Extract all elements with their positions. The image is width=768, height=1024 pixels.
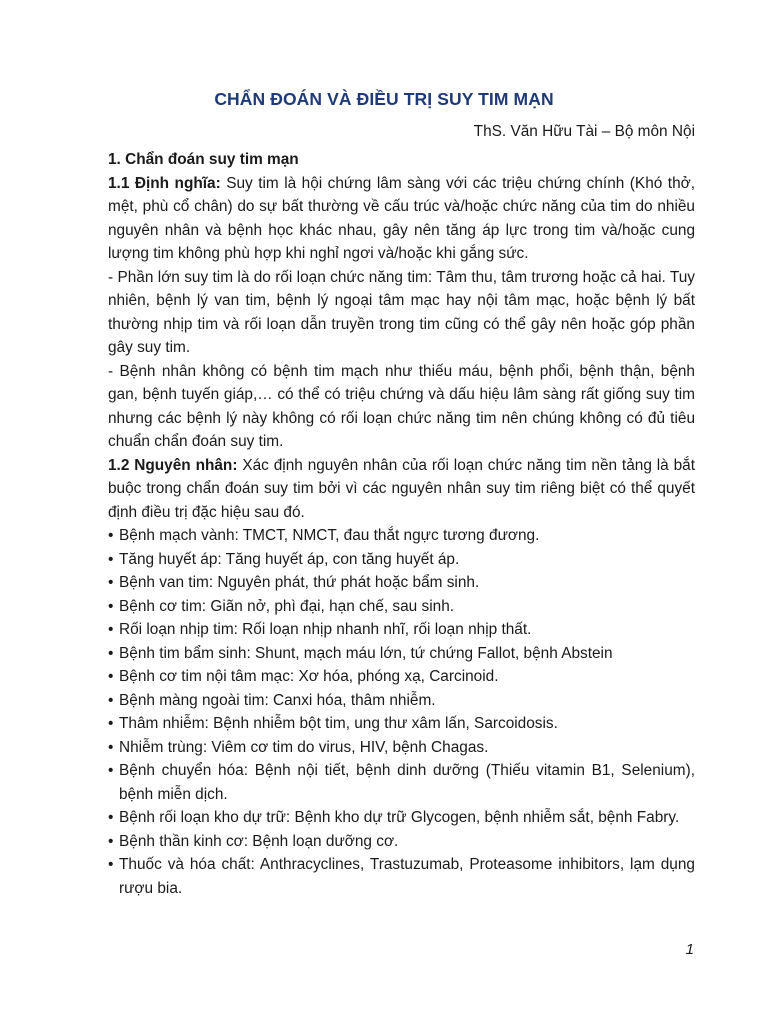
list-item-text: Bệnh rối loạn kho dự trữ: Bệnh kho dự trữ Glycogen, bệnh nhiễm sắt, bệnh Fabry.	[119, 809, 680, 826]
list-item	[108, 806, 695, 830]
list-item	[108, 712, 695, 736]
list-item	[108, 642, 695, 666]
document-body	[108, 148, 695, 900]
list-item	[108, 571, 695, 595]
section-heading: 1. Chẩn đoán suy tim mạn	[108, 151, 299, 168]
bullet-icon: •	[108, 597, 114, 615]
list-item	[108, 524, 695, 548]
list-item	[108, 853, 695, 900]
list-item-text: Bệnh cơ tim nội tâm mạc: Xơ hóa, phóng xạ, Carcinoid.	[119, 668, 499, 685]
list-item-text: Bệnh cơ tim: Giãn nở, phì đại, hạn chế, sau sinh.	[119, 597, 455, 615]
list-item	[108, 736, 695, 760]
list-item-text: Bệnh màng ngoài tim: Canxi hóa, thâm nhiễm.	[119, 691, 436, 709]
list-item	[108, 548, 695, 572]
list-item-text: Bệnh tim bẩm sinh: Shunt, mạch máu lớn, tứ chứng Fallot, bệnh Abstein	[119, 644, 613, 662]
list-item-text: Thuốc và hóa chất: Anthracyclines, Trastuzumab, Proteasome inhibitors, lạm dụng rượu bia.	[119, 856, 695, 897]
cause-text: Xác định nguyên nhân của rối loạn chức năng tim nền tảng là bắt buộc trong chẩn đoán suy tim bởi vì các nguyên nhân suy tim riêng biệt có thể quyết định điều trị đặc hiệu sau đó.	[108, 456, 695, 521]
list-item-text: Bệnh van tim: Nguyên phát, thứ phát hoặc bẩm sinh.	[119, 574, 480, 591]
list-item	[108, 595, 695, 619]
bullet-icon: •	[108, 644, 114, 662]
bullet-icon: •	[108, 856, 114, 873]
list-item-text: Bệnh chuyển hóa: Bệnh nội tiết, bệnh dinh dưỡng (Thiếu vitamin B1, Selenium), bệnh miễn dịch.	[119, 762, 695, 803]
list-item-text: Bệnh mạch vành: TMCT, NMCT, đau thắt ngực tương đương.	[119, 527, 540, 544]
bullet-icon: •	[108, 715, 114, 732]
list-item	[108, 665, 695, 689]
list-item-text: Thâm nhiễm: Bệnh nhiễm bột tim, ung thư xâm lấn, Sarcoidosis.	[119, 715, 558, 732]
definition-label: 1.1 Định nghĩa:	[108, 174, 221, 192]
paragraph-dysfunction: - Phần lớn suy tim là do rối loạn chức năng tim: Tâm thu, tâm trương hoặc cả hai. Tuy nhiên, bệnh lý van tim, bệnh lý ngoại tâm mạc hay nội tâm mạc, hoặc bệnh lý bất thường nhịp tim và rối loạn dẫn truyền trong tim cũng có thể gây nên hoặc góp phần gây suy tim.	[108, 268, 695, 356]
cause-list	[108, 524, 695, 900]
list-item	[108, 618, 695, 642]
paragraph-non-cardiac: - Bệnh nhân không có bệnh tim mạch như thiếu máu, bệnh phổi, bệnh thận, bệnh gan, bệnh tuyến giáp,… có thể có triệu chứng và dấu hiệu lâm sàng rất giống suy tim nhưng các bệnh lý này không có rối loạn chức năng tim nên chúng không có đủ tiêu chuẩn chẩn đoán suy tim.	[108, 362, 695, 450]
bullet-icon: •	[108, 621, 114, 638]
list-item	[108, 830, 695, 854]
definition-text: Suy tim là hội chứng lâm sàng với các triệu chứng chính (Khó thở, mệt, phù cổ chân) do sự bất thường về cấu trúc và/hoặc chức năng của tim do nhiều nguyên nhân và bệnh học khác nhau, gây nên tăng áp lực trong tim và/hoặc cung lượng tim không phù hợp khi nghỉ ngơi và/hoặc khi gắng sức.	[108, 174, 695, 262]
bullet-icon: •	[108, 762, 114, 779]
cause-label: 1.2 Nguyên nhân:	[108, 456, 238, 474]
list-item	[108, 759, 695, 806]
list-item-text: Rối loạn nhịp tim: Rối loạn nhịp nhanh nhĩ, rối loạn nhịp thất.	[119, 621, 532, 638]
bullet-icon: •	[108, 809, 114, 826]
bullet-icon: •	[108, 691, 114, 709]
list-item-text: Bệnh thần kinh cơ: Bệnh loạn dưỡng cơ.	[119, 832, 399, 850]
bullet-icon: •	[108, 738, 114, 756]
bullet-icon: •	[108, 832, 114, 850]
bullet-icon: •	[108, 550, 114, 568]
author-line: ThS. Văn Hữu Tài – Bộ môn Nội	[473, 123, 695, 140]
list-item-text: Nhiễm trùng: Viêm cơ tim do virus, HIV, bệnh Chagas.	[119, 738, 489, 756]
list-item-text: Tăng huyết áp: Tăng huyết áp, con tăng huyết áp.	[119, 550, 460, 568]
cause-paragraph	[108, 454, 695, 525]
definition-paragraph	[108, 172, 695, 266]
bullet-icon: •	[108, 574, 114, 591]
bullet-icon: •	[108, 668, 114, 685]
document-title: CHẨN ĐOÁN VÀ ĐIỀU TRỊ SUY TIM MẠN	[214, 89, 554, 109]
bullet-icon: •	[108, 527, 114, 544]
page-number: 1	[685, 941, 694, 958]
list-item	[108, 689, 695, 713]
